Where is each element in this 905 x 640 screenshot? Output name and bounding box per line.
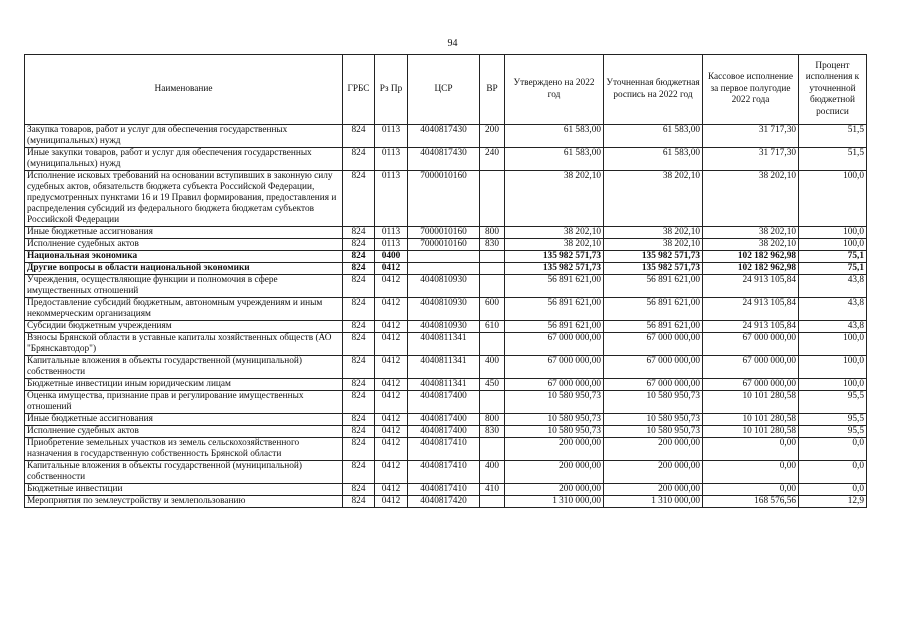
cell-name: Бюджетные инвестиции иным юридическим лицам <box>25 379 343 391</box>
header-csr: ЦСР <box>408 55 480 125</box>
cell-vr: 400 <box>480 461 505 484</box>
cell-percent: 75,1 <box>799 251 867 263</box>
cell-grbs: 824 <box>343 298 375 321</box>
cell-approved: 135 982 571,73 <box>505 263 604 275</box>
cell-name: Приобретение земельных участков из земель сельскохозяйственного назначения в государственную собственность Брянской области <box>25 438 343 461</box>
cell-percent: 51,5 <box>799 148 867 171</box>
cell-rzpr: 0412 <box>375 426 408 438</box>
table-row <box>25 263 867 275</box>
header-approved: Утверждено на 2022 год <box>505 55 604 125</box>
cell-cash: 24 913 105,84 <box>703 275 799 298</box>
cell-vr <box>480 391 505 414</box>
cell-approved: 61 583,00 <box>505 125 604 148</box>
table-row <box>25 379 867 391</box>
cell-percent: 12,9 <box>799 496 867 508</box>
cell-refined: 200 000,00 <box>604 461 703 484</box>
cell-name: Бюджетные инвестиции <box>25 484 343 496</box>
cell-vr: 400 <box>480 356 505 379</box>
cell-csr: 4040817410 <box>408 438 480 461</box>
table-row <box>25 391 867 414</box>
cell-csr: 7000010160 <box>408 227 480 239</box>
cell-rzpr: 0412 <box>375 263 408 275</box>
cell-cash: 31 717,30 <box>703 125 799 148</box>
cell-approved: 56 891 621,00 <box>505 298 604 321</box>
cell-refined: 135 982 571,73 <box>604 251 703 263</box>
cell-percent: 0,0 <box>799 484 867 496</box>
cell-percent: 100,0 <box>799 356 867 379</box>
cell-grbs: 824 <box>343 461 375 484</box>
cell-percent: 75,1 <box>799 263 867 275</box>
cell-refined: 56 891 621,00 <box>604 298 703 321</box>
header-refined: Уточненная бюджетная роспись на 2022 год <box>604 55 703 125</box>
table-row <box>25 333 867 356</box>
cell-csr: 4040810930 <box>408 275 480 298</box>
cell-grbs: 824 <box>343 148 375 171</box>
cell-grbs: 824 <box>343 496 375 508</box>
cell-percent: 95,5 <box>799 426 867 438</box>
cell-approved: 135 982 571,73 <box>505 251 604 263</box>
table-row <box>25 321 867 333</box>
table-body <box>25 125 867 508</box>
cell-vr: 610 <box>480 321 505 333</box>
cell-percent: 43,8 <box>799 321 867 333</box>
cell-vr <box>480 438 505 461</box>
cell-percent: 95,5 <box>799 391 867 414</box>
page-number: 94 <box>447 38 458 49</box>
cell-cash: 102 182 962,98 <box>703 251 799 263</box>
cell-rzpr: 0412 <box>375 379 408 391</box>
cell-name: Исполнение судебных актов <box>25 426 343 438</box>
cell-percent: 100,0 <box>799 239 867 251</box>
table-row <box>25 438 867 461</box>
table-row <box>25 251 867 263</box>
cell-refined: 38 202,10 <box>604 239 703 251</box>
table-row <box>25 461 867 484</box>
cell-grbs: 824 <box>343 251 375 263</box>
cell-grbs: 824 <box>343 414 375 426</box>
cell-csr: 4040811341 <box>408 379 480 391</box>
cell-refined: 1 310 000,00 <box>604 496 703 508</box>
cell-refined: 67 000 000,00 <box>604 379 703 391</box>
cell-rzpr: 0113 <box>375 148 408 171</box>
cell-refined: 56 891 621,00 <box>604 275 703 298</box>
cell-cash: 10 101 280,58 <box>703 414 799 426</box>
cell-percent: 100,0 <box>799 379 867 391</box>
table-row <box>25 125 867 148</box>
cell-name: Мероприятия по землеустройству и землепользованию <box>25 496 343 508</box>
cell-name: Оценка имущества, признание прав и регулирование имущественных отношений <box>25 391 343 414</box>
cell-cash: 10 101 280,58 <box>703 426 799 438</box>
cell-grbs: 824 <box>343 275 375 298</box>
cell-name: Взносы Брянской области в уставные капиталы хозяйственных обществ (АО "Брянскавтодор") <box>25 333 343 356</box>
cell-csr: 4040810930 <box>408 321 480 333</box>
cell-vr <box>480 251 505 263</box>
cell-csr <box>408 263 480 275</box>
cell-csr: 4040811341 <box>408 356 480 379</box>
cell-csr: 4040817400 <box>408 414 480 426</box>
cell-cash: 38 202,10 <box>703 171 799 227</box>
header-rzpr: Рз Пр <box>375 55 408 125</box>
cell-approved: 56 891 621,00 <box>505 275 604 298</box>
cell-vr <box>480 275 505 298</box>
cell-approved: 67 000 000,00 <box>505 356 604 379</box>
table-row <box>25 426 867 438</box>
cell-csr: 4040817410 <box>408 484 480 496</box>
cell-approved: 61 583,00 <box>505 148 604 171</box>
cell-cash: 38 202,10 <box>703 239 799 251</box>
cell-rzpr: 0412 <box>375 438 408 461</box>
cell-approved: 67 000 000,00 <box>505 333 604 356</box>
cell-csr: 4040817400 <box>408 426 480 438</box>
cell-cash: 24 913 105,84 <box>703 321 799 333</box>
cell-csr: 7000010160 <box>408 239 480 251</box>
header-grbs: ГРБС <box>343 55 375 125</box>
cell-percent: 100,0 <box>799 227 867 239</box>
cell-csr: 4040817430 <box>408 148 480 171</box>
cell-name: Капитальные вложения в объекты государственной (муниципальной) собственности <box>25 461 343 484</box>
cell-name: Иные бюджетные ассигнования <box>25 227 343 239</box>
table-row <box>25 496 867 508</box>
cell-csr: 4040817400 <box>408 391 480 414</box>
cell-rzpr: 0412 <box>375 321 408 333</box>
cell-vr: 200 <box>480 125 505 148</box>
header-percent: Процент исполнения к уточненной бюджетной росписи <box>799 55 867 125</box>
cell-refined: 10 580 950,73 <box>604 426 703 438</box>
cell-name: Национальная экономика <box>25 251 343 263</box>
cell-grbs: 824 <box>343 227 375 239</box>
cell-refined: 67 000 000,00 <box>604 356 703 379</box>
cell-percent: 100,0 <box>799 171 867 227</box>
cell-name: Капитальные вложения в объекты государственной (муниципальной) собственности <box>25 356 343 379</box>
cell-name: Учреждения, осуществляющие функции и полномочия в сфере имущественных отношений <box>25 275 343 298</box>
cell-refined: 10 580 950,73 <box>604 414 703 426</box>
budget-table <box>24 54 867 508</box>
cell-refined: 135 982 571,73 <box>604 263 703 275</box>
cell-vr: 830 <box>480 426 505 438</box>
cell-rzpr: 0412 <box>375 391 408 414</box>
cell-vr <box>480 171 505 227</box>
cell-approved: 38 202,10 <box>505 239 604 251</box>
cell-refined: 61 583,00 <box>604 125 703 148</box>
cell-cash: 10 101 280,58 <box>703 391 799 414</box>
cell-grbs: 824 <box>343 263 375 275</box>
cell-grbs: 824 <box>343 171 375 227</box>
cell-refined: 67 000 000,00 <box>604 333 703 356</box>
cell-vr <box>480 496 505 508</box>
cell-name: Закупка товаров, работ и услуг для обеспечения государственных (муниципальных) нужд <box>25 125 343 148</box>
cell-cash: 168 576,56 <box>703 496 799 508</box>
cell-grbs: 824 <box>343 321 375 333</box>
cell-cash: 38 202,10 <box>703 227 799 239</box>
cell-approved: 1 310 000,00 <box>505 496 604 508</box>
cell-name: Субсидии бюджетным учреждениям <box>25 321 343 333</box>
header-cash: Кассовое исполнение за первое полугодие 2022 года <box>703 55 799 125</box>
cell-vr: 240 <box>480 148 505 171</box>
cell-approved: 38 202,10 <box>505 171 604 227</box>
cell-approved: 38 202,10 <box>505 227 604 239</box>
cell-csr: 4040817420 <box>408 496 480 508</box>
table-row <box>25 227 867 239</box>
cell-name: Исполнение исковых требований на основании вступивших в законную силу судебных актов, обязательств бюджета субъекта Российской Федерации, предусмотренных пунктами 16 и 19 Правил формирования, предоставления и распределения субсидий из федерального бюджета бюджетам субъектов Российской Федерации <box>25 171 343 227</box>
cell-cash: 67 000 000,00 <box>703 379 799 391</box>
cell-vr: 450 <box>480 379 505 391</box>
table-header-row <box>25 55 867 125</box>
cell-name: Исполнение судебных актов <box>25 239 343 251</box>
cell-cash: 67 000 000,00 <box>703 333 799 356</box>
cell-rzpr: 0113 <box>375 227 408 239</box>
cell-rzpr: 0412 <box>375 414 408 426</box>
cell-percent: 51,5 <box>799 125 867 148</box>
table-row <box>25 239 867 251</box>
cell-rzpr: 0113 <box>375 239 408 251</box>
cell-rzpr: 0412 <box>375 496 408 508</box>
table-row <box>25 484 867 496</box>
header-name: Наименование <box>25 55 343 125</box>
cell-grbs: 824 <box>343 239 375 251</box>
cell-refined: 200 000,00 <box>604 484 703 496</box>
cell-vr <box>480 333 505 356</box>
cell-rzpr: 0412 <box>375 298 408 321</box>
cell-rzpr: 0412 <box>375 484 408 496</box>
cell-approved: 56 891 621,00 <box>505 321 604 333</box>
cell-grbs: 824 <box>343 356 375 379</box>
cell-rzpr: 0412 <box>375 356 408 379</box>
cell-grbs: 824 <box>343 426 375 438</box>
cell-vr: 600 <box>480 298 505 321</box>
cell-refined: 61 583,00 <box>604 148 703 171</box>
cell-refined: 10 580 950,73 <box>604 391 703 414</box>
cell-grbs: 824 <box>343 125 375 148</box>
header-vr: ВР <box>480 55 505 125</box>
cell-percent: 43,8 <box>799 275 867 298</box>
cell-csr: 4040817410 <box>408 461 480 484</box>
cell-cash: 0,00 <box>703 461 799 484</box>
cell-csr <box>408 251 480 263</box>
cell-cash: 0,00 <box>703 438 799 461</box>
cell-csr: 4040817430 <box>408 125 480 148</box>
cell-grbs: 824 <box>343 379 375 391</box>
cell-grbs: 824 <box>343 484 375 496</box>
cell-cash: 0,00 <box>703 484 799 496</box>
cell-name: Предоставление субсидий бюджетным, автономным учреждениям и иным некоммерческим организациям <box>25 298 343 321</box>
cell-rzpr: 0412 <box>375 275 408 298</box>
cell-approved: 200 000,00 <box>505 461 604 484</box>
cell-vr <box>480 263 505 275</box>
cell-grbs: 824 <box>343 391 375 414</box>
cell-vr: 830 <box>480 239 505 251</box>
cell-rzpr: 0412 <box>375 461 408 484</box>
cell-vr: 800 <box>480 227 505 239</box>
table-row <box>25 148 867 171</box>
cell-approved: 10 580 950,73 <box>505 414 604 426</box>
cell-percent: 95,5 <box>799 414 867 426</box>
cell-approved: 10 580 950,73 <box>505 391 604 414</box>
cell-csr: 4040810930 <box>408 298 480 321</box>
cell-percent: 100,0 <box>799 333 867 356</box>
table-row <box>25 414 867 426</box>
cell-name: Иные бюджетные ассигнования <box>25 414 343 426</box>
cell-approved: 10 580 950,73 <box>505 426 604 438</box>
cell-percent: 0,0 <box>799 461 867 484</box>
table-row <box>25 275 867 298</box>
cell-name: Другие вопросы в области национальной экономики <box>25 263 343 275</box>
cell-rzpr: 0113 <box>375 171 408 227</box>
cell-cash: 102 182 962,98 <box>703 263 799 275</box>
cell-refined: 200 000,00 <box>604 438 703 461</box>
cell-grbs: 824 <box>343 333 375 356</box>
cell-vr: 800 <box>480 414 505 426</box>
cell-csr: 7000010160 <box>408 171 480 227</box>
cell-refined: 56 891 621,00 <box>604 321 703 333</box>
table-row <box>25 171 867 227</box>
cell-refined: 38 202,10 <box>604 171 703 227</box>
cell-csr: 4040811341 <box>408 333 480 356</box>
cell-vr: 410 <box>480 484 505 496</box>
cell-cash: 31 717,30 <box>703 148 799 171</box>
cell-refined: 38 202,10 <box>604 227 703 239</box>
cell-percent: 43,8 <box>799 298 867 321</box>
cell-approved: 200 000,00 <box>505 438 604 461</box>
cell-cash: 24 913 105,84 <box>703 298 799 321</box>
cell-approved: 67 000 000,00 <box>505 379 604 391</box>
cell-cash: 67 000 000,00 <box>703 356 799 379</box>
cell-grbs: 824 <box>343 438 375 461</box>
table-row <box>25 356 867 379</box>
cell-percent: 0,0 <box>799 438 867 461</box>
cell-rzpr: 0113 <box>375 125 408 148</box>
table-row <box>25 298 867 321</box>
cell-rzpr: 0400 <box>375 251 408 263</box>
cell-name: Иные закупки товаров, работ и услуг для обеспечения государственных (муниципальных) нужд <box>25 148 343 171</box>
cell-approved: 200 000,00 <box>505 484 604 496</box>
cell-rzpr: 0412 <box>375 333 408 356</box>
